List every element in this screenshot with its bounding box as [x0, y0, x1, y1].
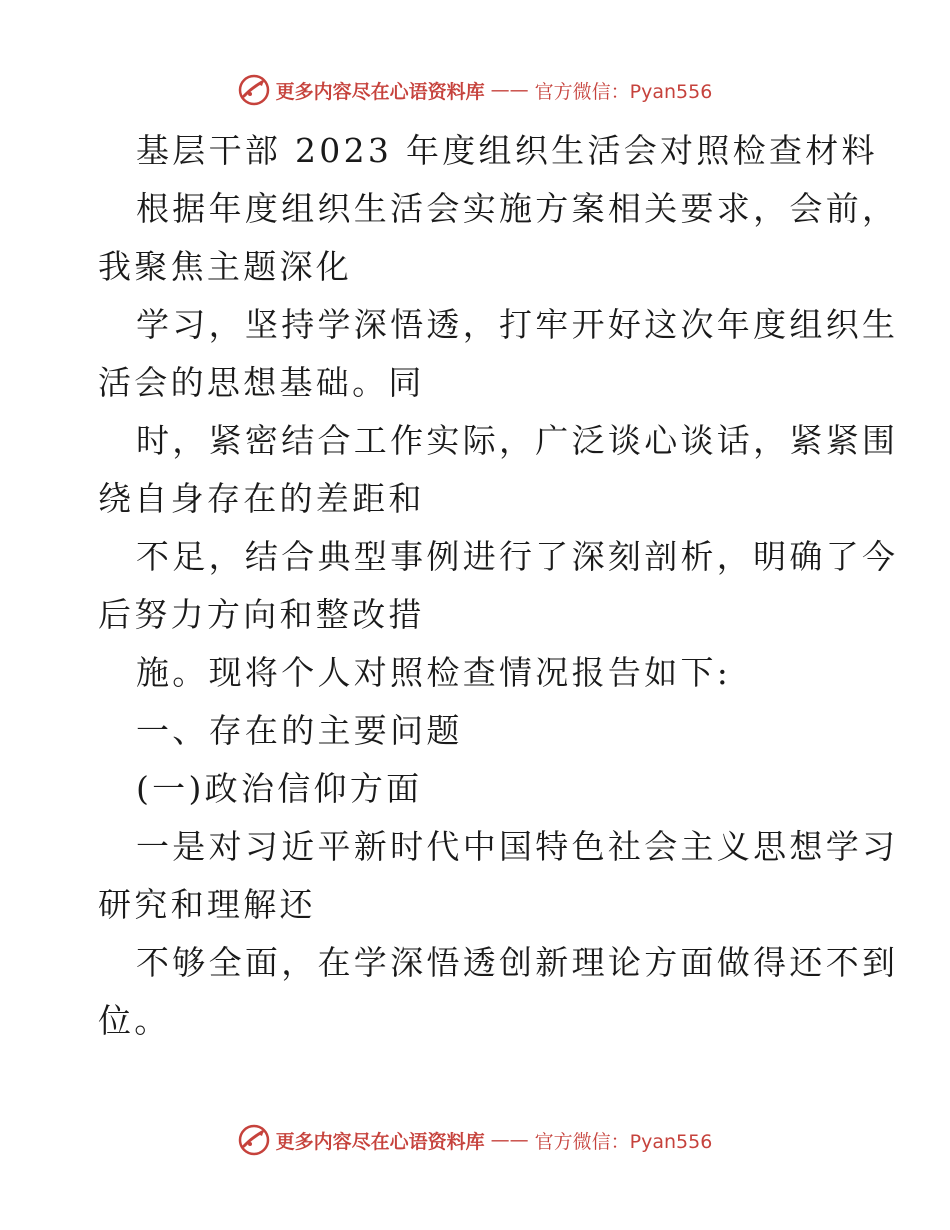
paragraph-line: 我聚焦主题深化 [98, 247, 353, 286]
subsection-heading: (一)政治信仰方面 [136, 769, 423, 808]
paragraph-line: 施。现将个人对照检查情况报告如下: [136, 653, 732, 692]
pen-logo-icon [238, 1124, 270, 1156]
paragraph-line: 不够全面，在学深悟透创新理论方面做得还不到 [136, 943, 899, 982]
watermark-banner-top [0, 70, 950, 110]
paragraph-line: 后努力方向和整改措 [98, 595, 425, 634]
paragraph-line: 时，紧密结合工作实际，广泛谈心谈话，紧紧围 [136, 421, 899, 460]
paragraph-line: 位。 [98, 1001, 171, 1040]
watermark-dash: —— [490, 79, 529, 101]
watermark-wechat: 官方微信：Pyan556 [534, 1130, 713, 1153]
watermark-banner-bottom [0, 1120, 950, 1160]
section-heading: 一、存在的主要问题 [136, 711, 463, 750]
paragraph-line: 不足，结合典型事例进行了深刻剖析，明确了今 [136, 537, 899, 576]
document-body [98, 122, 899, 1050]
watermark-dash: —— [490, 1129, 529, 1151]
paragraph-line: 绕自身存在的差距和 [98, 479, 425, 518]
paragraph-line: 根据年度组织生活会实施方案相关要求，会前， [136, 189, 899, 228]
watermark-tagline: 更多内容尽在心语资料库 [275, 1130, 485, 1153]
paragraph-line: 研究和理解还 [98, 885, 316, 924]
watermark-wechat: 官方微信：Pyan556 [534, 80, 713, 103]
watermark-tagline: 更多内容尽在心语资料库 [275, 80, 485, 103]
pen-logo-icon [238, 74, 270, 106]
document-title: 基层干部 2023 年度组织生活会对照检查材料 [136, 131, 878, 170]
paragraph-line: 活会的思想基础。同 [98, 363, 425, 402]
paragraph-line: 一是对习近平新时代中国特色社会主义思想学习 [136, 827, 899, 866]
paragraph-line: 学习，坚持学深悟透，打牢开好这次年度组织生 [136, 305, 899, 344]
